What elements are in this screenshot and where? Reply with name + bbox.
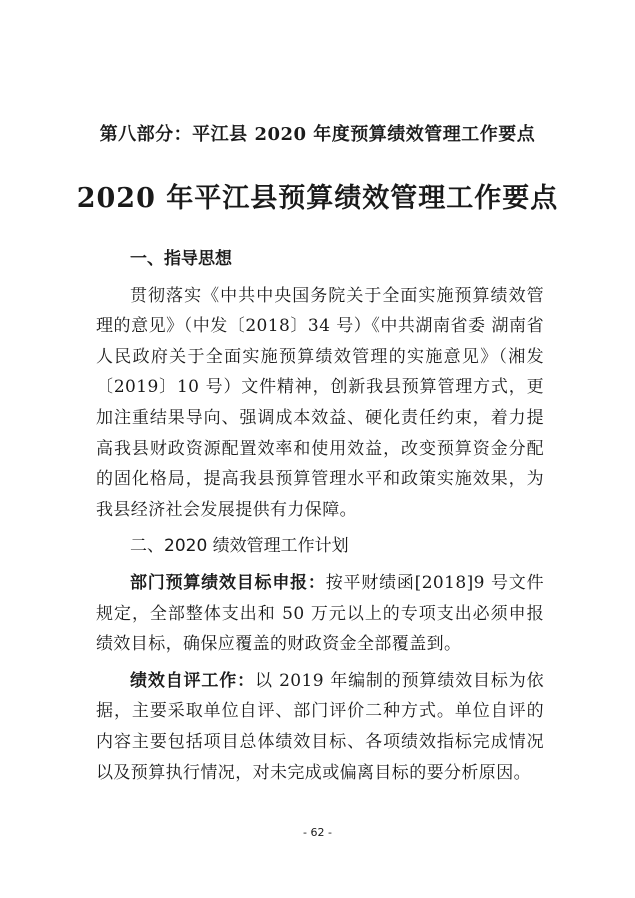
- page-number: - 62 -: [303, 826, 332, 839]
- item-text: 按平财绩函[2018]9 号文件规定，全部整体支出和 50 万元以上的专项支出必须申报绩效目标，确保应覆盖的财政资金全部覆盖到。: [96, 572, 544, 655]
- document-title: 2020 年平江县预算绩效管理工作要点: [76, 183, 559, 214]
- guiding-ideology-paragraph: 贯彻落实《中共中央国务院关于全面实施预算绩效管理的意见》（中发〔2018〕34 号）《中共湖南省委 湖南省人民政府关于全面实施预算绩效管理的实施意见》（湘发〔2019〕10 号）文件精神，创新我县预算管理方式，更加注重结果导向、强调成本效益、硬化责任约束，着力提高我县财政资源配置效率和使用效益，改变预算资金分配的固化格局，提高我县预算管理水平和政策实施效果，为我县经济社会发展提供有力保障。: [96, 285, 544, 520]
- work-plan-item-self-evaluation: [96, 666, 544, 788]
- item-text: 以 2019 年编制的预算绩效目标为依据，主要采取单位自评、部门评价二种方式。单位自评的内容主要包括项目总体绩效目标、各项绩效指标完成情况以及预算执行情况，对未完成或偏离目标的要分析原因。: [96, 670, 544, 783]
- item-lead: 绩效自评工作：: [130, 670, 255, 691]
- section-heading-work-plan: 二、2020 绩效管理工作计划: [130, 536, 349, 557]
- part-header: 第八部分：平江县 2020 年度预算绩效管理工作要点: [99, 124, 536, 145]
- item-lead: 部门预算绩效目标申报：: [130, 572, 326, 593]
- section-heading-guiding-ideology: 一、指导思想: [130, 249, 232, 269]
- work-plan-item-target-declaration: [96, 568, 544, 660]
- document-body: [96, 244, 544, 788]
